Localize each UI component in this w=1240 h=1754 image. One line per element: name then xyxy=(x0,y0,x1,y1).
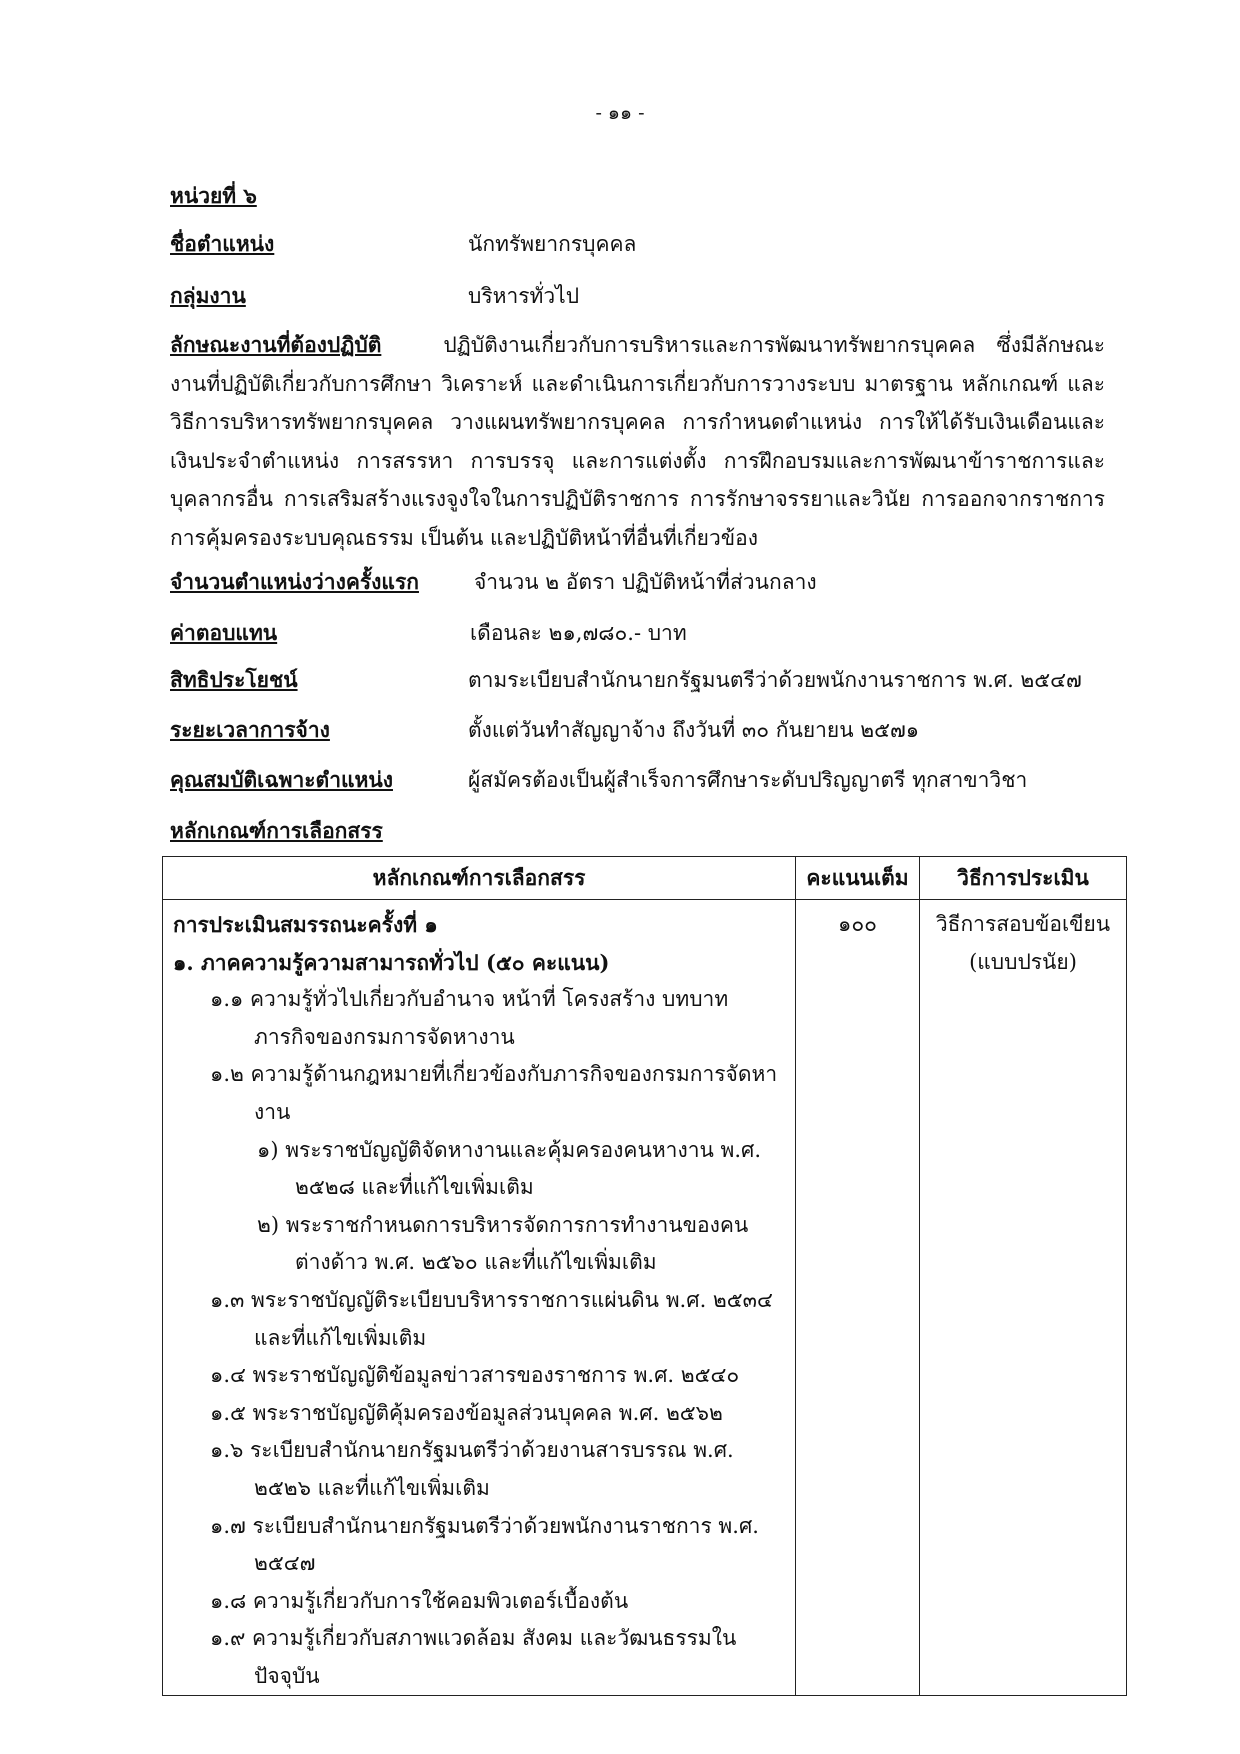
qualifications-value: ผู้สมัครต้องเป็นผู้สำเร็จการศึกษาระดับปริญญาตรี ทุกสาขาวิชา xyxy=(468,768,1028,792)
list-item: ๑.๔ พระราชบัญญัติข้อมูลข่าวสารของราชการ พ.ศ. ๒๕๔๐ xyxy=(210,1363,740,1388)
contract-period-label: ระยะเวลาการจ้าง xyxy=(170,717,330,742)
criteria-table xyxy=(162,856,1127,1696)
header-criteria: หลักเกณฑ์การเลือกสรร xyxy=(163,857,796,900)
job-description-label: ลักษณะงานที่ต้องปฏิบัติ xyxy=(170,332,382,357)
group-value: บริหารทั่วไป xyxy=(468,284,580,308)
qualifications-label: คุณสมบัติเฉพาะตำแหน่ง xyxy=(170,767,393,792)
list-item: ๒) พระราชกำหนดการบริหารจัดการการทำงานของคนต่างด้าว พ.ศ. ๒๕๖๐ และที่แก้ไขเพิ่มเติม xyxy=(257,1212,749,1275)
page-number: - ๑๑ - xyxy=(595,102,645,124)
method-cell xyxy=(920,900,1127,1696)
unit-heading: หน่วยที่ ๖ xyxy=(170,183,257,208)
position-label: ชื่อตำแหน่ง xyxy=(170,231,275,256)
part-title: ๑. ภาคความรู้ความสามารถทั่วไป (๕๐ คะแนน) xyxy=(173,949,610,975)
round-title: การประเมินสมรรถนะครั้งที่ ๑ xyxy=(173,912,438,937)
list-item: ๑.๗ ระเบียบสำนักนายกรัฐมนตรีว่าด้วยพนักงานราชการ พ.ศ. ๒๕๔๗ xyxy=(210,1513,759,1576)
header-method: วิธีการประเมิน xyxy=(920,857,1127,900)
criteria-cell xyxy=(163,900,796,1696)
list-item: ๑.๓ พระราชบัญญัติระเบียบบริหารราชการแผ่นดิน พ.ศ. ๒๕๓๔ และที่แก้ไขเพิ่มเติม xyxy=(210,1287,773,1350)
criteria-heading: หลักเกณฑ์การเลือกสรร xyxy=(170,818,383,843)
score-cell xyxy=(796,900,920,1696)
vacancies-label: จำนวนตำแหน่งว่างครั้งแรก xyxy=(170,569,419,594)
job-description-text: ปฏิบัติงานเกี่ยวกับการบริหารและการพัฒนาทรัพยากรบุคคล ซึ่งมีลักษณะงานที่ปฏิบัติเกี่ยวกับการศึกษา วิเคราะห์ และดำเนินการเกี่ยวกับการวางระบบ มาตรฐาน หลักเกณฑ์ และวิธีการบริหารทรัพยากรบุคคล วางแผนทรัพยากรบุคคล การกำหนดตำแหน่ง การให้ได้รับเงินเดือนและเงินประจำตำแหน่ง การสรรหา การบรรจุ และการแต่งตั้ง การฝึกอบรมและการพัฒนาข้าราชการและบุคลากรอื่น การเสริมสร้างแรงจูงใจในการปฏิบัติราชการ การรักษาจรรยาและวินัย การออกจากราชการ การคุ้มครองระบบคุณธรรม เป็นต้น และปฏิบัติหน้าที่อื่นที่เกี่ยวข้อง xyxy=(170,333,1105,550)
salary-label: ค่าตอบแทน xyxy=(170,620,278,645)
vacancies-value: จำนวน ๒ อัตรา ปฏิบัติหน้าที่ส่วนกลาง xyxy=(474,570,817,594)
method-line-1: วิธีการสอบข้อเขียน xyxy=(935,912,1111,936)
list-item: ๑.๘ ความรู้เกี่ยวกับการใช้คอมพิวเตอร์เบื้องต้น xyxy=(210,1588,629,1613)
benefits-label: สิทธิประโยชน์ xyxy=(170,667,298,692)
table-row xyxy=(163,900,1127,1696)
list-item: ๑.๕ พระราชบัญญัติคุ้มครองข้อมูลส่วนบุคคล พ.ศ. ๒๕๖๒ xyxy=(210,1400,723,1425)
header-score: คะแนนเต็ม xyxy=(796,857,920,900)
benefits-value: ตามระเบียบสำนักนายกรัฐมนตรีว่าด้วยพนักงานราชการ พ.ศ. ๒๕๔๗ xyxy=(468,668,1082,692)
list-item: ๑.๙ ความรู้เกี่ยวกับสภาพแวดล้อม สังคม และวัฒนธรรมในปัจจุบัน xyxy=(210,1626,737,1688)
list-item: ๑.๑ ความรู้ทั่วไปเกี่ยวกับอำนาจ หน้าที่ โครงสร้าง บทบาท ภารกิจของกรมการจัดหางาน xyxy=(210,987,729,1049)
list-item: ๑.๒ ความรู้ด้านกฎหมายที่เกี่ยวข้องกับภารกิจของกรมการจัดหางาน xyxy=(210,1062,778,1124)
job-description xyxy=(170,326,1105,558)
list-item: ๑.๖ ระเบียบสำนักนายกรัฐมนตรีว่าด้วยงานสารบรรณ พ.ศ. ๒๕๒๖ และที่แก้ไขเพิ่มเติม xyxy=(210,1438,734,1500)
criteria-table-header-row xyxy=(163,857,1127,900)
contract-period-value: ตั้งแต่วันทำสัญญาจ้าง ถึงวันที่ ๓๐ กันยายน ๒๕๗๑ xyxy=(468,718,920,742)
list-item: ๑) พระราชบัญญัติจัดหางานและคุ้มครองคนหางาน พ.ศ. ๒๕๒๘ และที่แก้ไขเพิ่มเติม xyxy=(257,1137,762,1200)
group-label: กลุ่มงาน xyxy=(170,283,246,308)
full-score: ๑๐๐ xyxy=(838,912,877,936)
method-line-2: (แบบปรนัย) xyxy=(969,949,1077,974)
position-value: นักทรัพยากรบุคคล xyxy=(468,232,637,256)
salary-value: เดือนละ ๒๑,๗๘๐.- บาท xyxy=(470,621,687,645)
